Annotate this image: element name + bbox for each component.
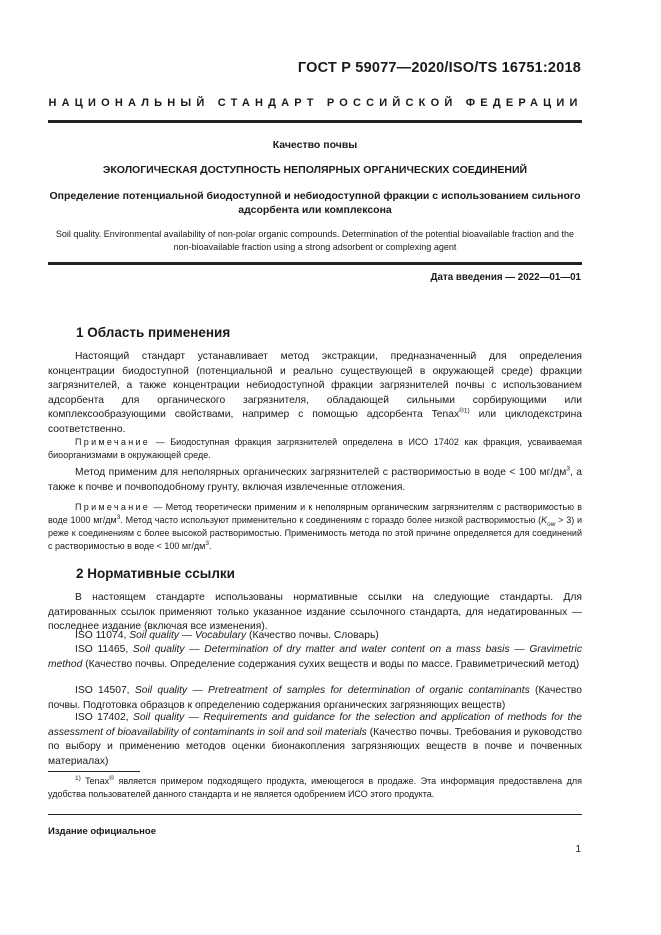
ref-description: (Качество почвы. Требования и руководство по выбору и применению методов оценки бионакопления загрязняющих веществ в почве и почвенных материалах) [48,726,582,767]
ref-title: Soil quality — Vocabulary [129,630,247,641]
note-2-sup-2: 3 [205,540,209,547]
footnote-rule [48,771,140,772]
standard-code: ГОСТ Р 59077—2020/ISO/TS 16751:2018 [297,60,581,76]
ref-code: ISO 14507, [75,685,135,696]
ref-description: (Качество почвы. Определение содержания сухих веществ и воды по массе. Гравиметрический метод) [82,658,580,670]
note-1-text: — Биодоступная фракция загрязнителей определена в ИСО 17402 как фракция, усваиваемая биоорганизмами в окружающей среде. [48,437,582,460]
ref-title: Soil quality — Determination of dry matter and water content on a mass basis — Gravimetric method [48,644,582,670]
note-2-label: Примечание [75,502,151,512]
reference-iso-11074 [48,629,582,644]
section-1-heading: 1 Область применения [76,325,231,340]
reference-iso-17402 [48,711,582,769]
note-2-text-a: — Метод теоретически применим и к неполярным органическим загрязнителям с растворимостью в воде 1000 мг/дм [48,502,582,525]
main-title: ЭКОЛОГИЧЕСКАЯ ДОСТУПНОСТЬ НЕПОЛЯРНЫХ ОРГАНИЧЕСКИХ СОЕДИНЕНИЙ [102,164,528,176]
note-2-sup: 3 [116,514,121,521]
top-rule [48,120,582,123]
note-2-text-d: . [208,541,212,551]
section-2-paragraph: В настоящем стандарте использованы нормативные ссылки на следующие стандарты. Для датированных ссылок применяют только указанное издание ссылочного стандарта, для недатированных — последнее издание (включая все изменения). [48,592,582,633]
note-2 [48,501,582,553]
section-1-paragraph-1 [48,350,582,438]
para2-text-b: , а также к почве и почвоподобному грунту, включая извлеченные отложения. [48,467,582,493]
note-1 [48,436,582,462]
note-2-text-b: . Метод часто используют применительно к соединениям с гораздо более низкой растворимостью ( [120,515,542,525]
sub-title: Определение потенциальной биодоступной и небиодоступной фракции с использованием сильного адсорбента или комплексона [49,190,581,216]
ref-title: Soil quality — Pretreatment of samples for determination of organic contaminants [134,685,530,696]
para1-text-b: или циклодекстрина соответственно. [48,409,582,435]
ref-code: ISO 11074, [75,630,130,641]
reference-iso-11465 [48,643,582,672]
footer-rule [48,814,582,815]
national-standard-banner: НАЦИОНАЛЬНЫЙ СТАНДАРТ РОССИЙСКОЙ ФЕДЕРАЦИИ [48,97,583,109]
title-bottom-rule [48,262,582,265]
ref-code: ISO 17402, [75,712,133,723]
note-2-sub: ow [547,520,556,528]
introduction-date: Дата введения — 2022—01—01 [430,272,581,283]
para2-text-a: Метод применим для неполярных органических загрязнителей с растворимостью в воде < 100 мг/дм [75,467,567,478]
page-number: 1 [575,844,581,855]
note-2-text-c: > 3) и реже к соединениям с более высокой растворимостью. Применимость метода по этой причине определяется для соединений с растворимостью в воде < 100 мг/дм [48,515,583,551]
tenax-footnote-mark: ®1) [459,407,470,415]
reference-iso-14507 [48,684,582,713]
note-2-k: K [541,515,548,525]
small-title: Качество почвы [272,139,358,151]
ref-code: ISO 11465, [75,644,133,655]
english-title: Soil quality. Environmental availability of non-polar organic compounds. Determination of the potential bioavailable fraction and the non-bioavailable fraction using a strong adsorbent or complexing agent [55,229,575,252]
para2-sup: 3 [566,465,570,473]
footnote-brand: Tenax [80,776,110,786]
note-1-label: Примечание [75,437,151,447]
section-2-heading: 2 Нормативные ссылки [76,566,235,581]
ref-description: (Качество почвы. Словарь) [246,630,379,641]
footnote-brand-sup: ® [109,775,114,782]
ref-title: Soil quality — Requirements and guidance for the selection and application of methods for the assessment of bioavailability of contaminants in soil and soil materials [48,712,582,738]
ref-description: (Качество почвы. Подготовка образцов к определению содержания органических загрязняющих веществ) [48,685,582,711]
footnote-marker: 1) [75,775,81,782]
para1-text-a: Настоящий стандарт устанавливает метод экстракции, предназначенный для определения концентрации биодоступной (потенциальной и реально существующей в окружающей среде) фракции загрязнителей, а также концентрации небиодоступной фракции загрязнителей почвы с использованием адсорбента для органического загрязнителя, обладающей сильными сорбирующими или комплексообразующими свойствами, например с помощью адсорбента Tenax [48,351,582,421]
footnote-text: является примером подходящего продукта, имеющегося в продаже. Эта информация предоставлена для удобства пользователей данного стандарта и не является одобрением ИСО этого продукта. [48,776,583,799]
footnote [48,775,582,801]
section-1-paragraph-2 [48,466,582,495]
edition-label: Издание официальное [48,826,156,837]
